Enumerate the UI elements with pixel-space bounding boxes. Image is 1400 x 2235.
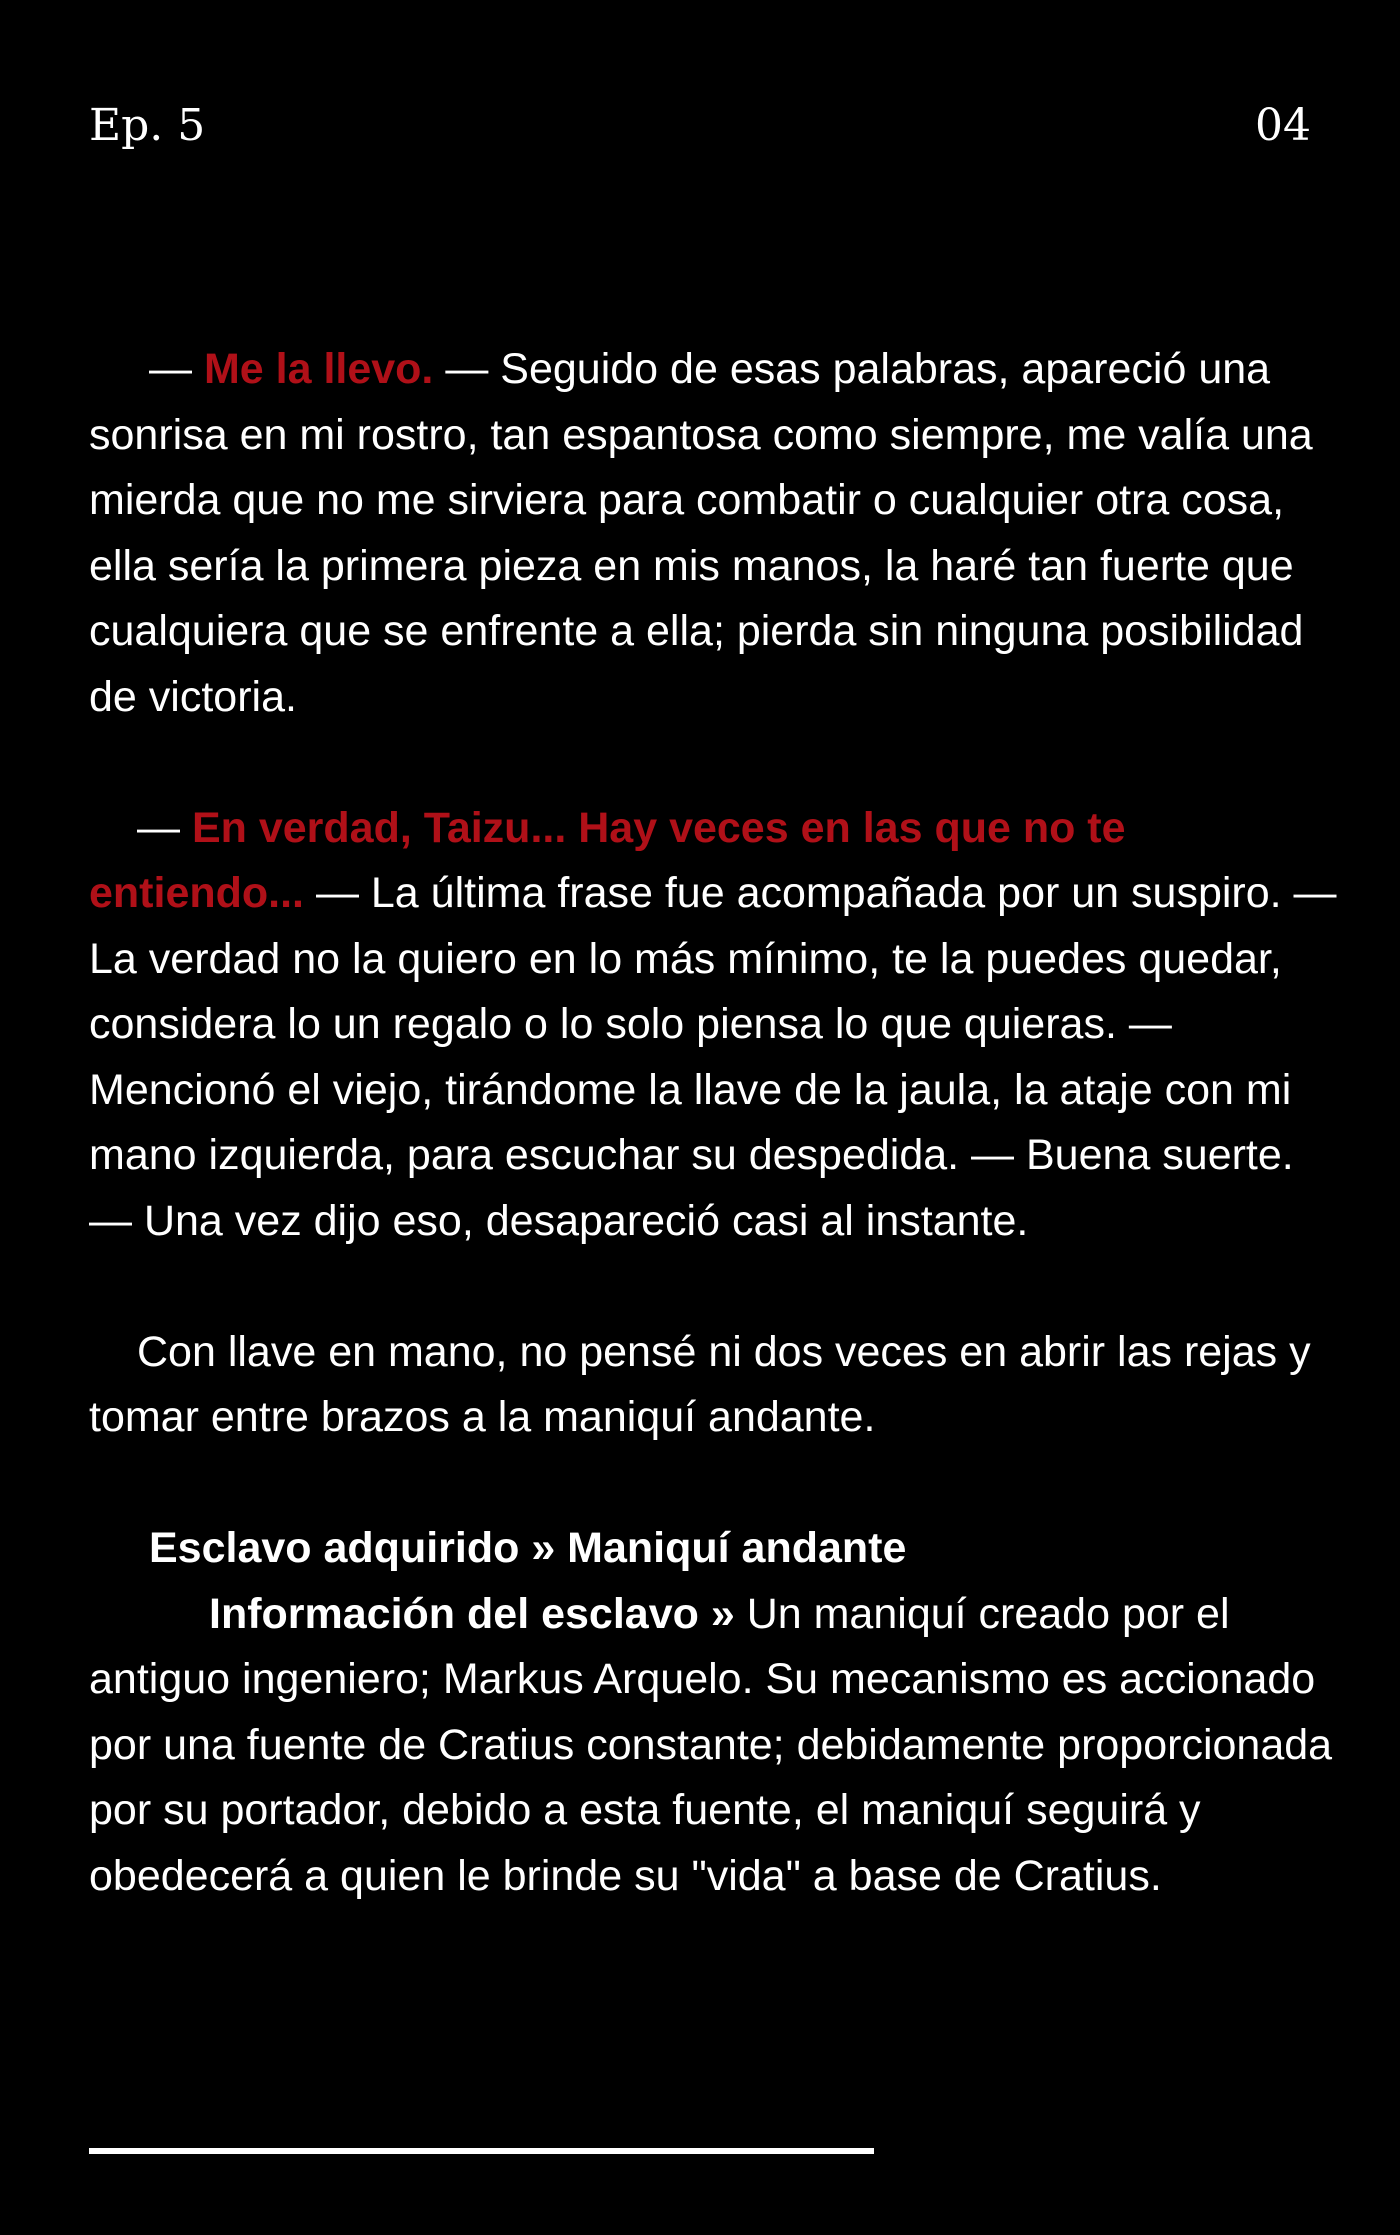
slave-info-label: Información del esclavo » [209, 1589, 735, 1638]
divider-line [89, 2148, 874, 2154]
paragraph-3 [89, 1320, 1339, 1451]
dialogue-dash: — [137, 803, 192, 852]
narration: Con llave en mano, no pensé ni dos veces en abrir las rejas y tomar entre brazos a la maniquí andante. [89, 1327, 1311, 1441]
page-number: 04 [1255, 100, 1311, 151]
slave-info-text: Un maniquí creado por el antiguo ingeniero; Markus Arquelo. Su mecanismo es accionado por una fuente de Cratius constante; debidamente proporcionada por su portador, debido a esta fuente, el maniquí seguirá y obedecerá a quien le brinde su "vida" a base de Cratius. [89, 1589, 1333, 1900]
slave-acquired-line: Esclavo adquirido » Maniquí andante [149, 1524, 907, 1572]
paragraph-2 [89, 796, 1339, 1255]
dialogue-dash: — [149, 345, 204, 393]
story-text [89, 337, 1339, 1975]
slave-info-block [89, 1516, 1339, 1909]
dialogue-speech: Me la llevo. [203, 345, 434, 393]
paragraph-1 [89, 337, 1339, 730]
narration: — Seguido de esas palabras, apareció una sonrisa en mi rostro, tan espantosa como siempre, me valía una mierda que no me sirviera para combatir o cualquier otra cosa, ella sería la primera pieza en mis manos, la haré tan fuerte que cualquiera que se enfrente a ella; pierda sin ninguna posibilidad de victoria. [89, 345, 1313, 721]
dialogue-speech: En verdad, Taizu... Hay veces en las que no te entiendo... [89, 803, 1126, 917]
episode-label: Ep. 5 [89, 100, 206, 151]
page-header [89, 100, 1311, 160]
narration: — La última frase fue acompañada por un suspiro. — La verdad no la quiero en lo más mínimo, te la puedes quedar, considera lo un regalo o lo solo piensa lo que quieras. — Mencionó el viejo, tirándome la llave de la jaula, la ataje con mi mano izquierda, para escuchar su despedida. — Buena suerte. — Una vez dijo eso, desapareció casi al instante. [89, 869, 1337, 1245]
